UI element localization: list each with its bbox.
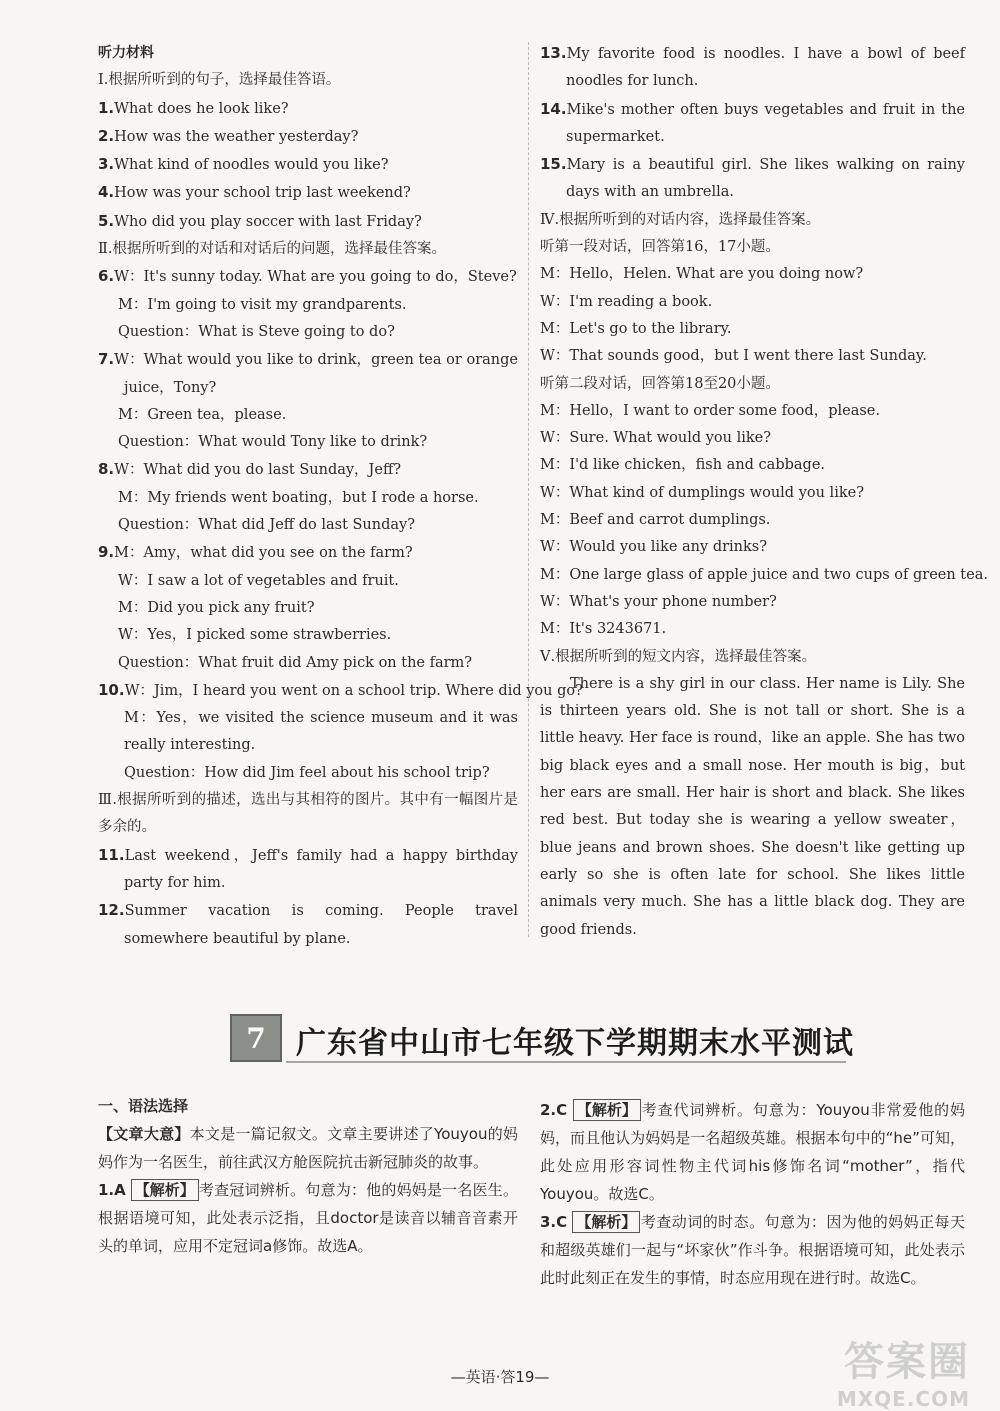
dialogue-2-line-4: W：What kind of dumplings would you like? — [540, 484, 864, 501]
answer-2: 2.C 【解析】 考查代词辨析。句意为：Youyou非常爱他的妈妈，而且他认为妈妈是一名超级英雄。根据本句中的“he”可知，此处应用形容词性物主代词his修饰名词“mother”，指代Youyou。故选C。 — [540, 1101, 965, 1203]
dialogue-1-heading: 听第一段对话，回答第16，17小题。 — [540, 239, 780, 256]
item-9-line-4: W：Yes，I picked some strawberries. — [118, 627, 392, 644]
dialogue-1-line-3: M：Let's go to the library. — [540, 320, 732, 337]
section-2-heading: Ⅱ.根据所听到的对话和对话后的问题，选择最佳答案。 — [98, 241, 446, 258]
item-7-reply: M：Green tea，please. — [118, 406, 287, 423]
item-7: 7.W：What would you like to drink，green tea or orange juice，Tony? — [98, 350, 518, 396]
item-6-reply: M：I'm going to visit my grandparents. — [118, 296, 407, 313]
banner-underline — [286, 1061, 846, 1063]
grammar-section-heading: 一、语法选择 — [98, 1097, 189, 1115]
item-8-question: Question：What did Jeff do last Sunday? — [118, 517, 416, 534]
item-2: 2.How was the weather yesterday? — [98, 126, 359, 145]
page-footer: —英语·答19— — [450, 1368, 550, 1386]
item-1: 1.What does he look like? — [98, 98, 289, 117]
dialogue-1-line-4: W：That sounds good，but I went there last Sunday. — [540, 348, 927, 365]
dialogue-2-line-9: M：It's 3243671. — [540, 621, 667, 638]
right-column — [540, 40, 988, 944]
dialogue-2-line-2: W：Sure. What would you like? — [540, 430, 772, 447]
item-13: 13.My favorite food is noodles. I have a bowl of beef noodles for lunch. — [540, 44, 965, 90]
answer-1: 1.A 【解析】 考查冠词辨析。句意为：他的妈妈是一名医生。根据语境可知，此处表示泛指，且doctor是读音以辅音音素开头的单词，应用不定冠词a修饰。故选A。 — [98, 1181, 518, 1255]
item-9: 9.M：Amy，what did you see on the farm? — [98, 543, 413, 562]
answers-left-column — [98, 1092, 518, 1260]
test-banner — [230, 1014, 854, 1062]
item-10-question: Question：How did Jim feel about his school trip? — [124, 764, 490, 781]
dialogue-2-line-5: M：Beef and carrot dumplings. — [540, 512, 771, 529]
item-9-question: Question：What fruit did Amy pick on the farm? — [118, 654, 473, 671]
item-6-question: Question：What is Steve going to do? — [118, 323, 395, 340]
answers-right-column — [540, 1096, 965, 1292]
dialogue-2-line-7: M：One large glass of apple juice and two cups of green tea. — [540, 566, 988, 583]
item-9-line-3: M：Did you pick any fruit? — [118, 599, 315, 616]
item-10-reply: M：Yes，we visited the science museum and it was really interesting. — [124, 710, 518, 754]
dialogue-2-line-8: W：What's your phone number? — [540, 593, 777, 610]
dialogue-2-line-3: M：I'd like chicken，fish and cabbage. — [540, 457, 826, 474]
item-8-reply: M：My friends went boating，but I rode a horse. — [118, 489, 479, 506]
test-title: 广东省中山市七年级下学期期末水平测试 — [296, 1026, 854, 1061]
item-6: 6.W：It's sunny today. What are you going to do，Steve? — [98, 267, 517, 286]
item-4: 4.How was your school trip last weekend? — [98, 183, 411, 202]
item-3: 3.What kind of noodles would you like? — [98, 155, 389, 174]
section-4-heading: Ⅳ.根据所听到的对话内容，选择最佳答案。 — [540, 211, 821, 228]
item-9-line-2: W：I saw a lot of vegetables and fruit. — [118, 572, 399, 589]
dialogue-1-line-1: M：Hello，Helen. What are you doing now? — [540, 266, 864, 283]
item-14: 14.Mike's mother often buys vegetables and fruit in the supermarket. — [540, 99, 965, 145]
section-1-heading: Ⅰ.根据所听到的句子，选择最佳答语。 — [98, 72, 341, 89]
passage: There is a shy girl in our class. Her name is Lily. She is thirteen years old. She is not tall or short. She is a little heavy. Her face is round，like an apple. She has two big black eyes and a small nose. Her mouth is big，but her ears are small. Her hair is short and black. She likes red best. But today she is wearing a yellow sweater，blue jeans and brown shoes. She doesn't like getting up early so she is often late for school. She likes little animals very much. She has a little black dog. They are good friends. — [540, 675, 965, 938]
section-title: 听力材料 — [98, 45, 154, 61]
item-11: 11.Last weekend，Jeff's family had a happy birthday party for him. — [98, 845, 518, 891]
section-3-heading: Ⅲ.根据所听到的描述，选出与其相符的图片。其中有一幅图片是多余的。 — [98, 792, 518, 836]
dialogue-2-heading: 听第二段对话，回答第18至20小题。 — [540, 375, 780, 392]
answer-3: 3.C 【解析】 考查动词的时态。句意为：因为他的妈妈正每天和超级英雄们一起与“坏家伙”作斗争。根据语境可知，此处表示此时此刻正在发生的事情，时态应用现在进行时。故选C。 — [540, 1213, 965, 1287]
section-5-heading: Ⅴ.根据所听到的短文内容，选择最佳答案。 — [540, 648, 817, 665]
article-summary: 【文章大意】本文是一篇记叙文。文章主要讲述了Youyou的妈妈作为一名医生，前往武汉方舱医院抗击新冠肺炎的故事。 — [98, 1125, 518, 1171]
dialogue-2-line-1: M：Hello，I want to order some food，please. — [540, 402, 880, 419]
item-10: 10.W：Jim，I heard you went on a school trip. Where did you go? — [98, 680, 583, 699]
item-12: 12.Summer vacation is coming. People travel somewhere beautiful by plane. — [98, 901, 518, 947]
left-column — [98, 40, 583, 953]
item-5: 5.Who did you play soccer with last Friday? — [98, 211, 422, 230]
watermark-logo: 答案圈 MXQE.COM — [836, 1339, 970, 1411]
item-7-question: Question：What would Tony like to drink? — [118, 434, 428, 451]
test-number-badge: 7 — [230, 1014, 282, 1062]
dialogue-1-line-2: W：I'm reading a book. — [540, 293, 713, 310]
item-8: 8.W：What did you do last Sunday，Jeff? — [98, 460, 402, 479]
item-15: 15.Mary is a beautiful girl. She likes walking on rainy days with an umbrella. — [540, 155, 965, 201]
dialogue-2-line-6: W：Would you like any drinks? — [540, 539, 768, 556]
column-divider — [528, 42, 529, 937]
